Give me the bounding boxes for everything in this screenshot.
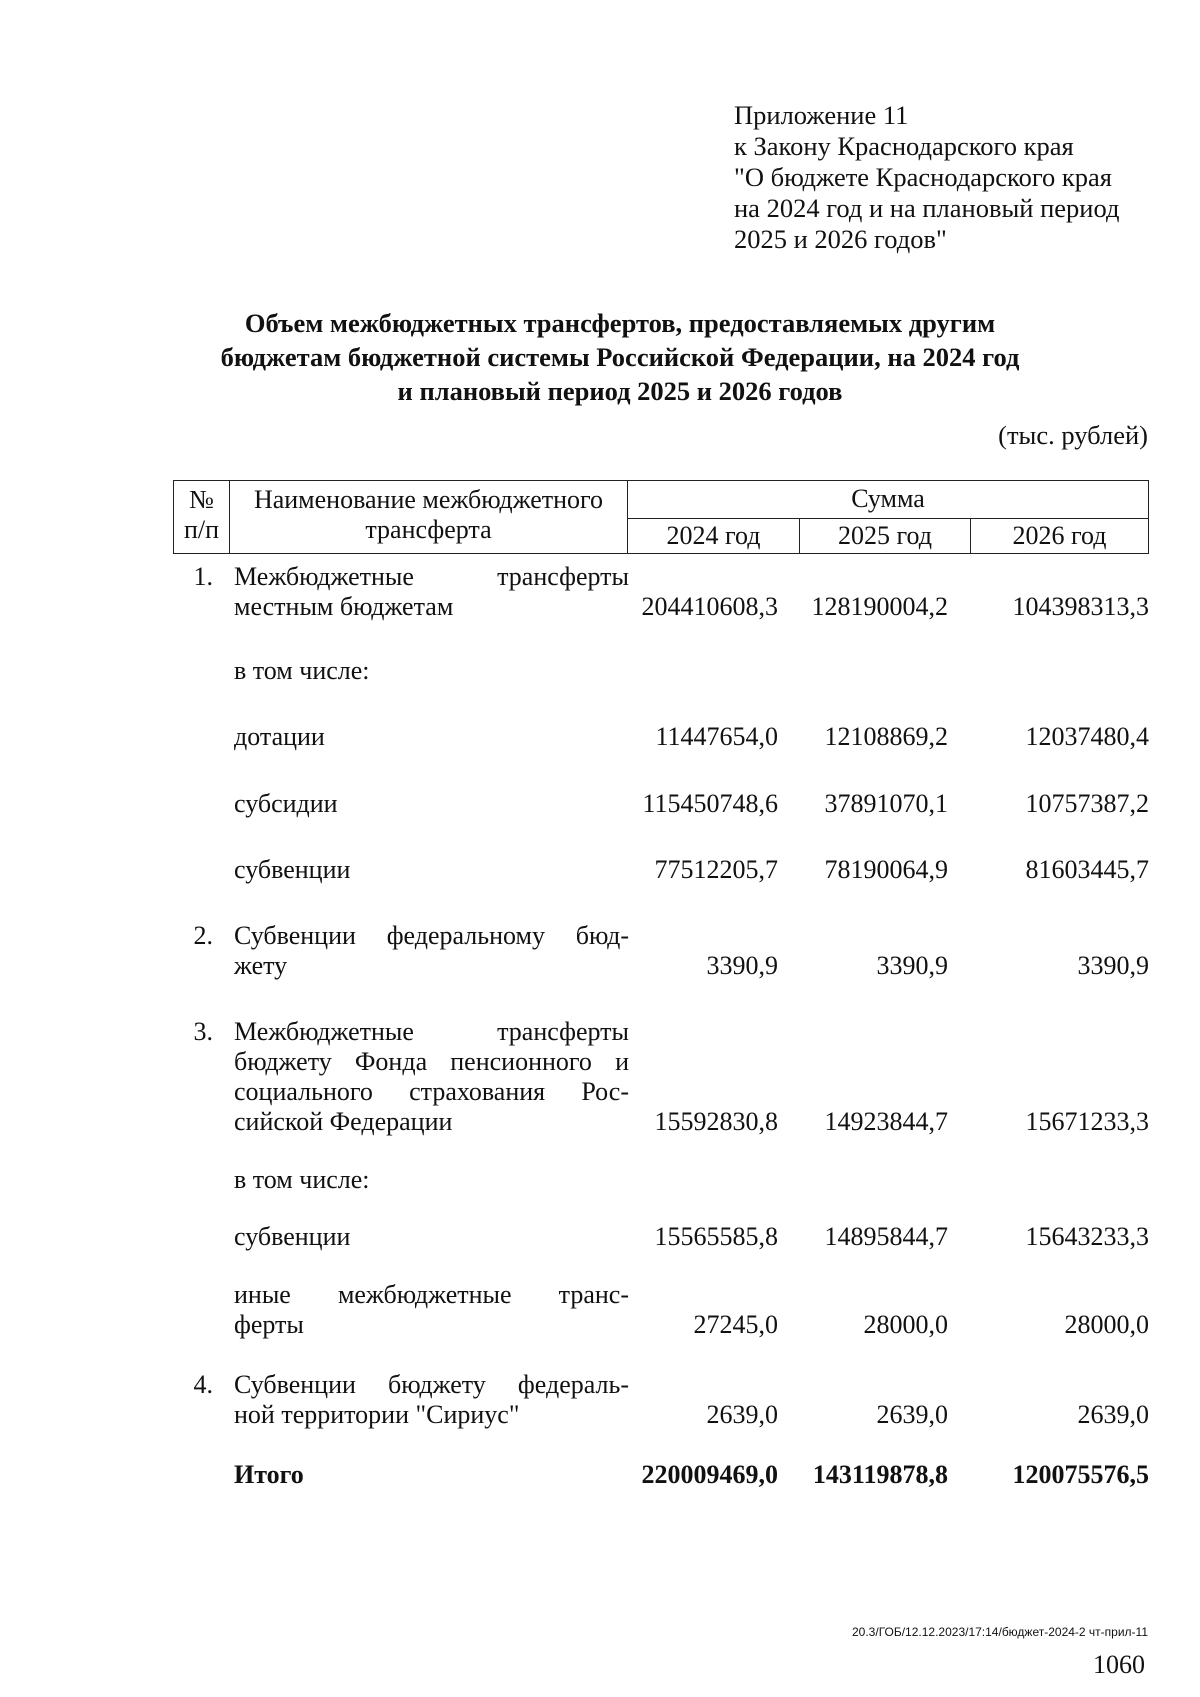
total-value-2026: 120075576,5 xyxy=(1012,1460,1149,1489)
appendix-line: к Закону Краснодарского края xyxy=(734,131,1074,161)
row-name-line: сийской Федерации xyxy=(234,1107,453,1136)
row-name-line: ферты xyxy=(234,1310,304,1339)
appendix-line: на 2024 год и на плановый период xyxy=(734,193,1120,223)
row-value-2025: 3390,9 xyxy=(876,951,948,980)
total-value-2025: 143119878,8 xyxy=(812,1460,948,1489)
row-value-2026: 12037480,4 xyxy=(1025,722,1149,751)
row-name xyxy=(234,1222,629,1252)
row-name xyxy=(234,1017,629,1137)
total-value-2024: 220009469,0 xyxy=(641,1460,778,1489)
row-number: 4. xyxy=(193,1370,213,1399)
row-name xyxy=(234,722,629,752)
row-value-2025: 14895844,7 xyxy=(824,1222,948,1251)
row-value-2024: 15565585,8 xyxy=(654,1222,778,1251)
row-name xyxy=(234,1165,629,1195)
title-line: бюджетам бюджетной системы Российской Федерации, на 2024 год xyxy=(220,342,1020,372)
row-name xyxy=(234,1280,629,1340)
total-label: Итого xyxy=(234,1460,304,1489)
row-value-2026: 2639,0 xyxy=(1077,1400,1149,1429)
row-value-2025: 128190004,2 xyxy=(811,592,948,621)
footer-document-code: 20.3/ГОБ/12.12.2023/17:14/бюджет-2024-2 чт-прил-11 xyxy=(852,1625,1148,1639)
row-value-2024: 204410608,3 xyxy=(641,592,778,621)
row-value-2025: 14923844,7 xyxy=(824,1107,948,1136)
row-name-line: в том числе: xyxy=(234,656,370,685)
row-name xyxy=(234,656,629,686)
row-name-line: социального страхования Рос- xyxy=(234,1077,629,1106)
appendix-note xyxy=(734,100,1174,255)
row-value-2026: 28000,0 xyxy=(1064,1310,1149,1339)
row-value-2024: 15592830,8 xyxy=(654,1107,778,1136)
title-line: Объем межбюджетных трансфертов, предоставляемых другим xyxy=(244,308,996,338)
header-2024-cell: 2024 год xyxy=(627,518,800,554)
row-value-2026: 3390,9 xyxy=(1077,951,1149,980)
appendix-line: 2025 и 2026 годов" xyxy=(734,224,947,254)
header-number-cell xyxy=(173,480,230,554)
row-name xyxy=(234,855,629,885)
header-number-line2: п/п xyxy=(183,515,220,544)
document-title xyxy=(150,306,1090,408)
header-name-line1: Наименование межбюджетного xyxy=(253,485,604,514)
appendix-line: "О бюджете Краснодарского края xyxy=(734,162,1113,192)
row-value-2025: 12108869,2 xyxy=(824,722,948,751)
row-number: 1. xyxy=(193,562,213,591)
page-number: 1060 xyxy=(1093,1650,1145,1679)
row-value-2024: 115450748,6 xyxy=(642,789,778,818)
header-number-line1: № xyxy=(189,485,214,514)
row-value-2024: 3390,9 xyxy=(706,951,778,980)
units-label: (тыс. рублей) xyxy=(998,420,1148,450)
row-name-line: бюджету Фонда пенсионного и xyxy=(234,1047,629,1076)
row-value-2024: 77512205,7 xyxy=(654,855,778,884)
row-value-2025: 37891070,1 xyxy=(824,789,948,818)
row-value-2026: 15643233,3 xyxy=(1025,1222,1149,1251)
row-value-2025: 78190064,9 xyxy=(824,855,948,884)
header-2026-cell: 2026 год xyxy=(970,518,1149,554)
header-name-line2: трансферта xyxy=(365,515,492,544)
row-number: 2. xyxy=(193,921,213,950)
row-value-2026: 10757387,2 xyxy=(1025,789,1149,818)
row-name-line: субвенции xyxy=(234,855,351,884)
row-name-line: Субвенции федеральному бюд- xyxy=(234,921,629,950)
row-value-2026: 15671233,3 xyxy=(1025,1107,1149,1136)
row-value-2024: 2639,0 xyxy=(706,1400,778,1429)
row-name-line: Субвенции бюджету федераль- xyxy=(234,1370,629,1399)
header-name-cell xyxy=(229,480,628,554)
row-name-line: дотации xyxy=(234,722,325,751)
row-name-line: Межбюджетные трансферты xyxy=(234,562,629,591)
header-sum-cell: Сумма xyxy=(627,480,1149,519)
row-value-2026: 104398313,3 xyxy=(1012,592,1149,621)
title-line: и плановый период 2025 и 2026 годов xyxy=(397,376,843,406)
row-name-line: субвенции xyxy=(234,1222,351,1251)
row-value-2024: 27245,0 xyxy=(693,1310,778,1339)
row-number: 3. xyxy=(193,1017,213,1046)
row-name-line: Межбюджетные трансферты xyxy=(234,1017,629,1046)
appendix-line: Приложение 11 xyxy=(734,100,909,130)
row-name-line: жету xyxy=(234,951,288,980)
row-name-line: субсидии xyxy=(234,789,338,818)
row-name xyxy=(234,921,629,981)
row-name-line: местным бюджетам xyxy=(234,592,454,621)
row-value-2024: 11447654,0 xyxy=(655,722,778,751)
row-name-line: ной территории "Сириус" xyxy=(234,1400,520,1429)
row-name xyxy=(234,562,629,622)
row-value-2026: 81603445,7 xyxy=(1025,855,1149,884)
row-name xyxy=(234,789,629,819)
row-name-line: иные межбюджетные транс- xyxy=(234,1280,629,1309)
row-name xyxy=(234,1370,629,1430)
row-name-line: в том числе: xyxy=(234,1165,370,1194)
table-header xyxy=(173,480,1149,554)
row-value-2025: 2639,0 xyxy=(876,1400,948,1429)
row-value-2025: 28000,0 xyxy=(863,1310,948,1339)
header-2025-cell: 2025 год xyxy=(799,518,971,554)
